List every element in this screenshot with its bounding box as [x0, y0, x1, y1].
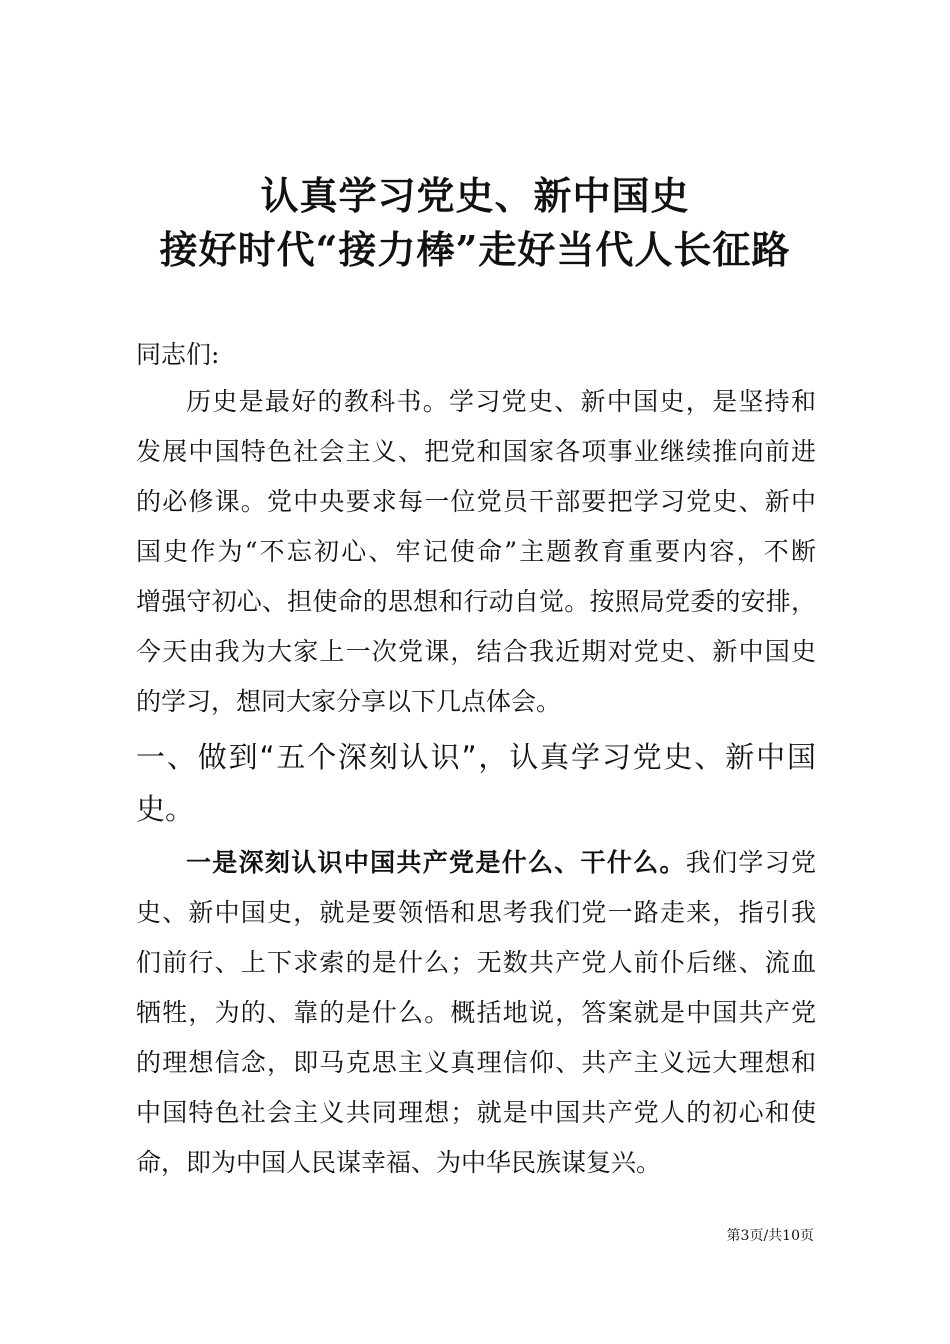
intro-paragraph-line: 今天由我为大家上一次党课，结合我近期对党史、新中国史: [136, 637, 816, 666]
intro-paragraph-line: 国史作为“不忘初心、牢记使命”主题教育重要内容，不断: [136, 537, 816, 566]
intro-paragraph-line: 发展中国特色社会主义、把党和国家各项事业继续推向前进: [136, 437, 816, 466]
point-paragraph-line: 命，即为中国人民谋幸福、为中华民族谋复兴。: [136, 1148, 662, 1177]
intro-paragraph-line: 增强守初心、担使命的思想和行动自觉。按照局党委的安排，: [136, 587, 816, 616]
intro-paragraph-line: 历史是最好的教科书。学习党史、新中国史，是坚持和: [186, 387, 816, 416]
document-title-line-2: 接好时代“接力棒”走好当代人长征路: [159, 227, 791, 272]
section-heading-line: 史。: [136, 792, 195, 826]
point-first-line-rest: 我们学习党: [685, 848, 816, 877]
intro-paragraph-line: 的学习，想同大家分享以下几点体会。: [136, 687, 562, 716]
salutation: 同志们:: [136, 340, 220, 369]
point-paragraph-line: 的理想信念，即马克思主义真理信仰、共产主义远大理想和: [136, 1048, 816, 1077]
section-heading-line: 一、做到“五个深刻认识”，认真学习党史、新中国: [136, 740, 816, 774]
point-lead-bold: 一是深刻认识中国共产党是什么、干什么。: [186, 848, 686, 877]
point-paragraph-line: 史、新中国史，就是要领悟和思考我们党一路走来，指引我: [136, 898, 816, 927]
point-paragraph-line: 牺牲，为的、靠的是什么。概括地说，答案就是中国共产党: [136, 998, 816, 1027]
point-paragraph-line: 中国特色社会主义共同理想；就是中国共产党人的初心和使: [136, 1098, 816, 1127]
intro-paragraph-line: 的必修课。党中央要求每一位党员干部要把学习党史、新中: [136, 487, 816, 516]
point-paragraph-line: 们前行、上下求索的是什么；无数共产党人前仆后继、流血: [136, 948, 816, 977]
point-paragraph-first-line: [186, 838, 816, 888]
page-number-footer: 第3页/共10页: [726, 1228, 814, 1244]
document-title-line-1: 认真学习党史、新中国史: [260, 173, 690, 218]
